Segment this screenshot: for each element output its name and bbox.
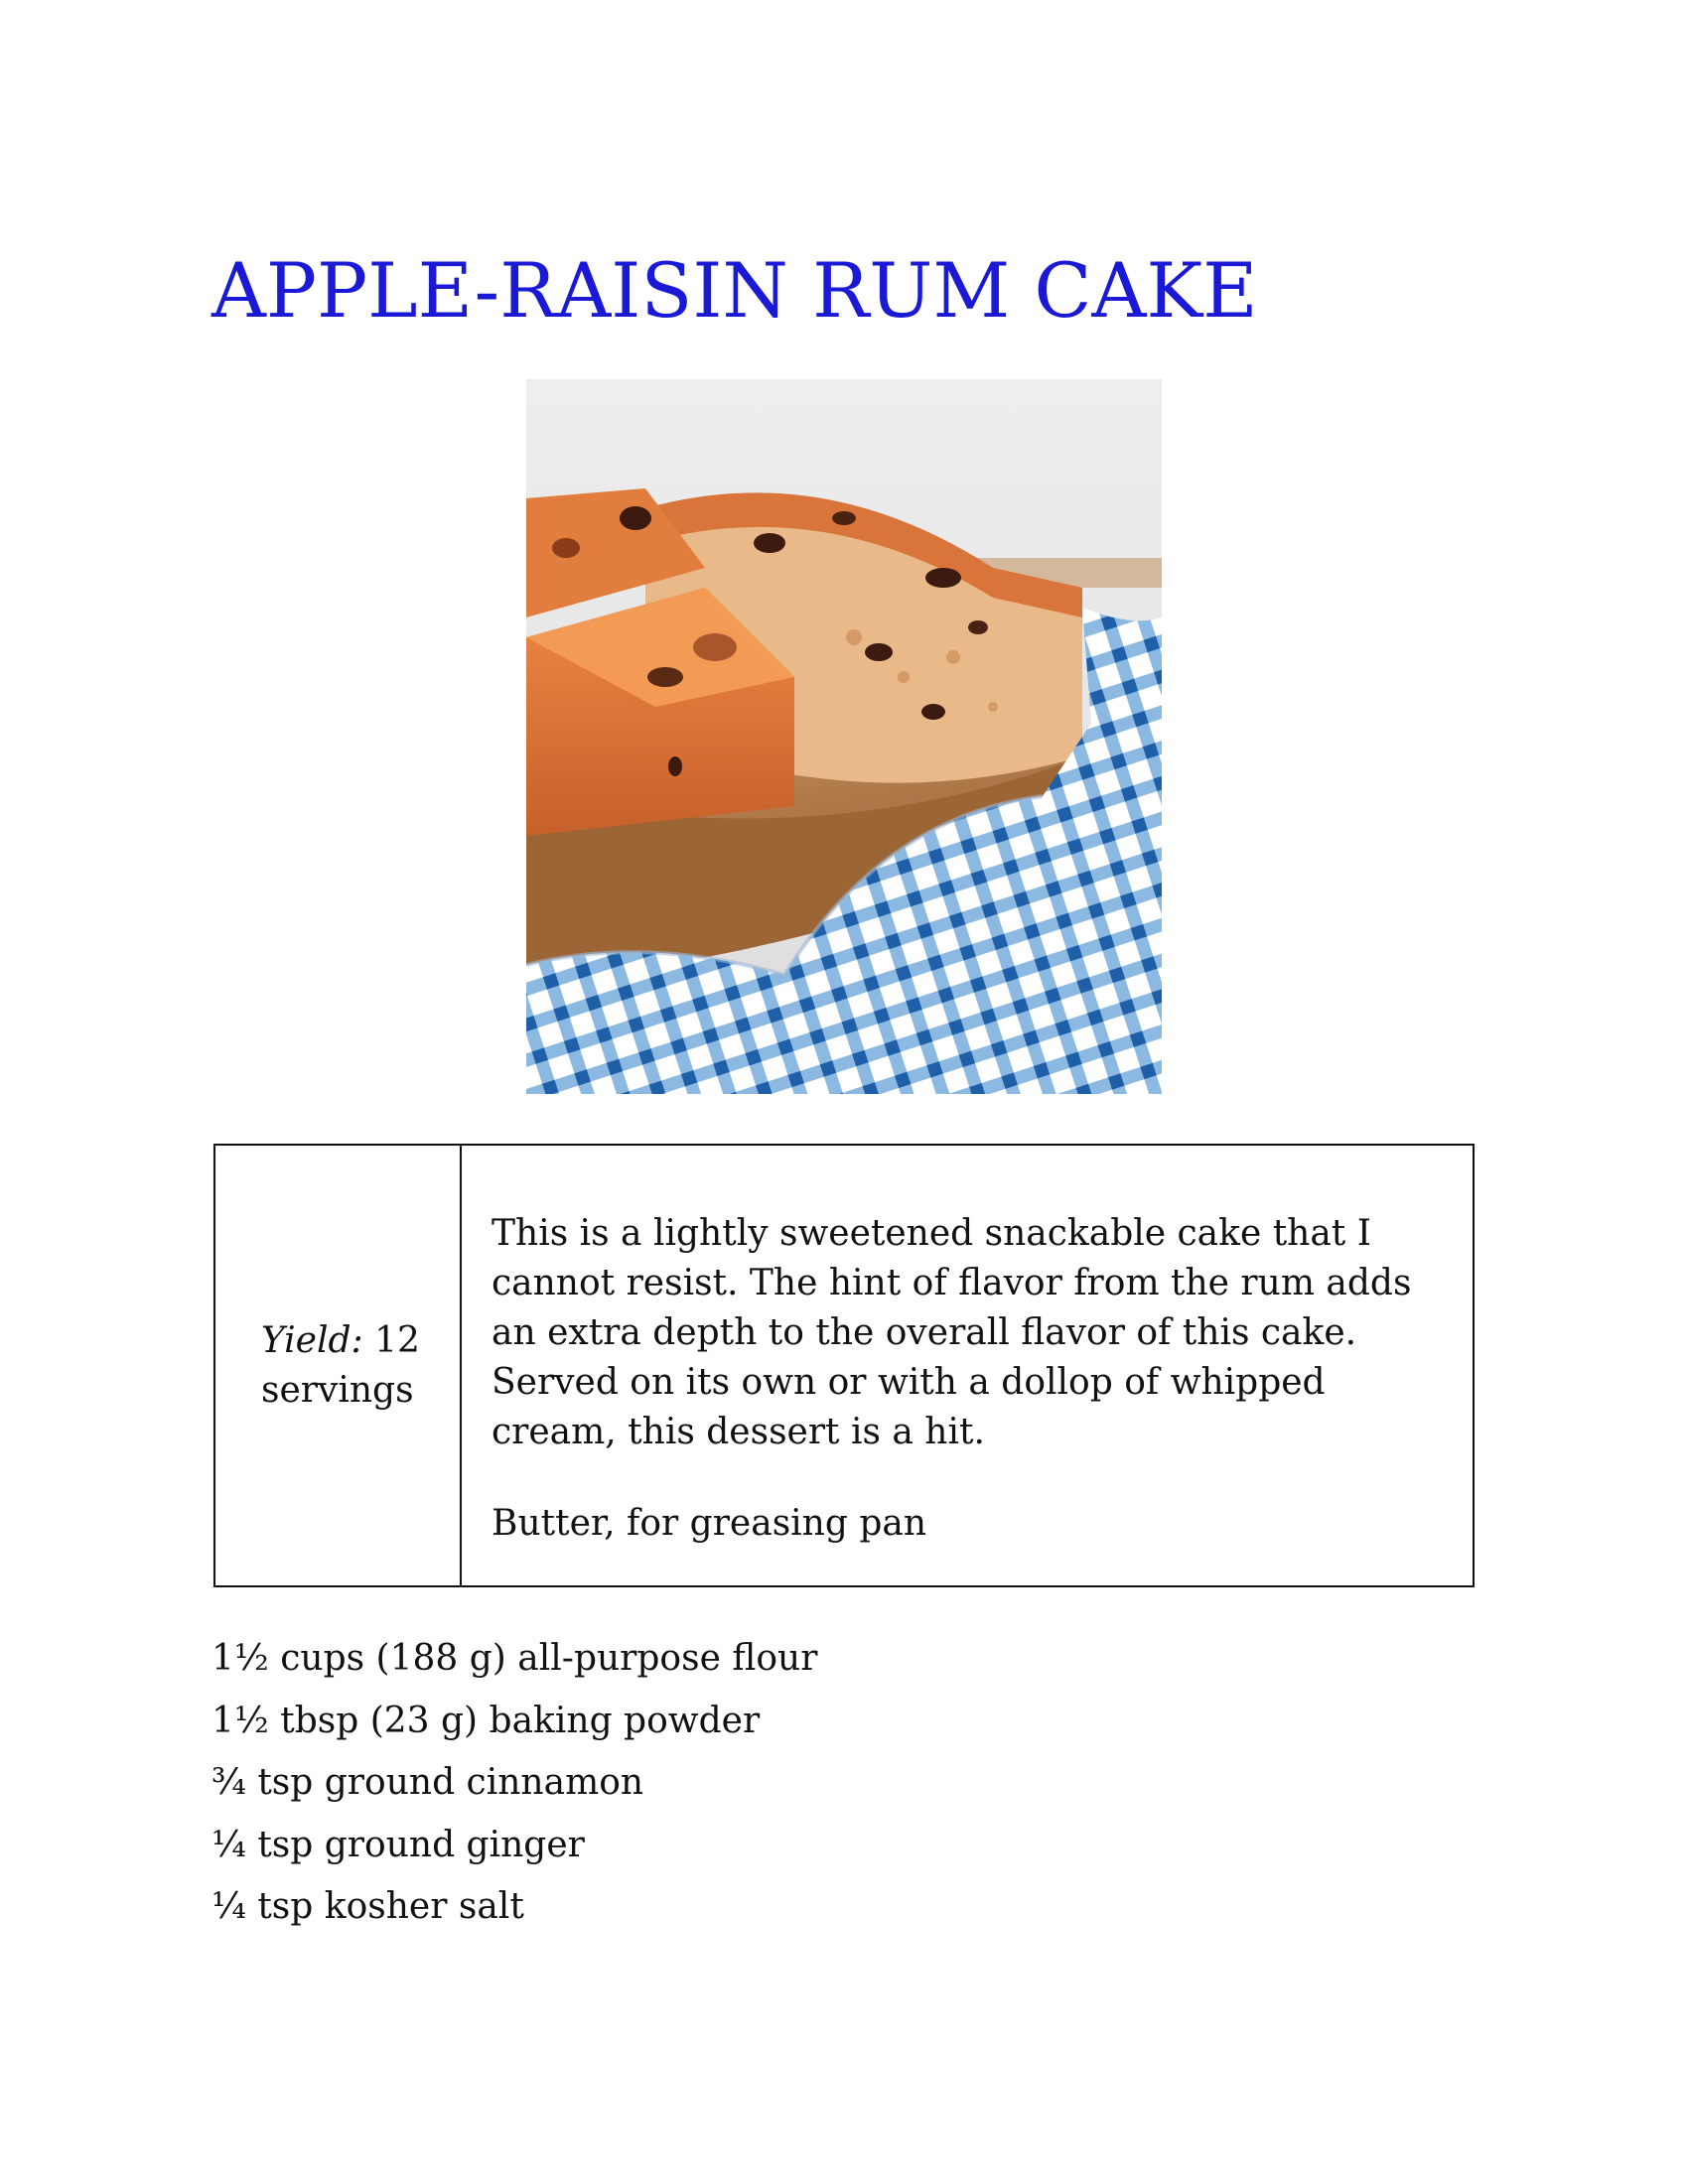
recipe-description: This is a lightly sweetened snackable cake that I cannot resist. The hint of flavor from the rum adds an extra depth to the overall flavor of this cake. Served on its own or with a dollop of whipped cream, this dessert is a hit.	[492, 1213, 1412, 1452]
ingredient-item: 1½ tbsp (23 g) baking powder	[211, 1700, 761, 1741]
recipe-info-table	[213, 1144, 1475, 1587]
ingredient-list	[211, 1628, 817, 1939]
first-ingredient: Butter, for greasing pan	[492, 1503, 927, 1544]
yield-label: Yield:	[261, 1319, 363, 1361]
cake-photo	[526, 379, 1162, 1094]
yield-value: 12 servings	[261, 1319, 420, 1411]
ingredient-item: ¼ tsp ground ginger	[211, 1824, 585, 1865]
ingredient-item: ¼ tsp kosher salt	[211, 1886, 524, 1927]
ingredient-item: ¾ tsp ground cinnamon	[211, 1762, 644, 1803]
ingredient-item: 1½ cups (188 g) all-purpose flour	[211, 1638, 818, 1679]
yield-cell	[215, 1146, 462, 1585]
description-cell	[462, 1146, 1473, 1585]
yield-text	[261, 1316, 450, 1416]
recipe-title: APPLE-RAISIN RUM CAKE	[211, 246, 1258, 335]
